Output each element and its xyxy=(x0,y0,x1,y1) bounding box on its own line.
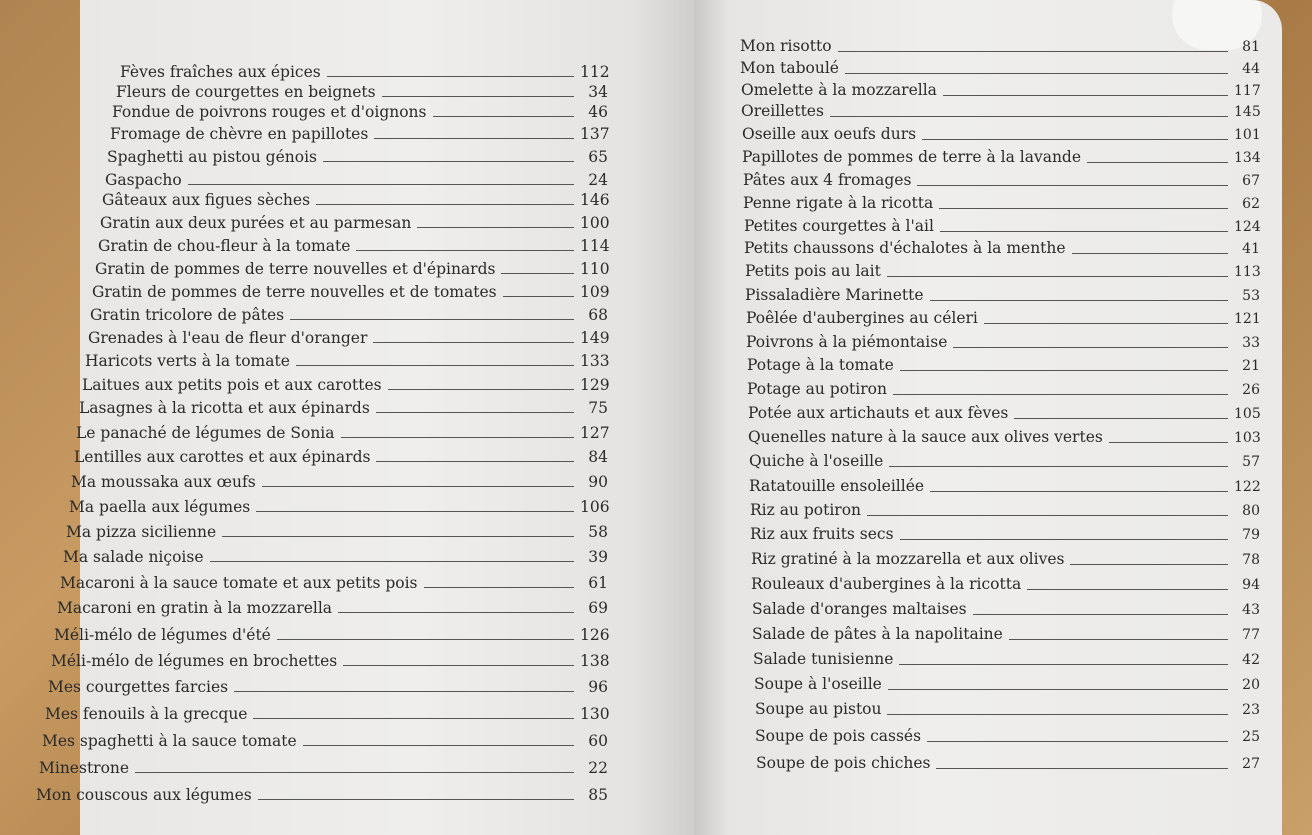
left-page xyxy=(36,0,694,835)
toc-entry xyxy=(741,80,1260,101)
dot-leader xyxy=(940,231,1228,232)
entry-page-number: 41 xyxy=(1242,241,1260,257)
toc-entry xyxy=(88,328,608,348)
entry-page-number: 114 xyxy=(580,237,610,255)
toc-entry xyxy=(748,403,1260,424)
entry-page-number: 80 xyxy=(1242,503,1260,519)
dot-leader xyxy=(887,276,1228,277)
entry-title: Mes courgettes farcies xyxy=(48,678,229,696)
toc-entry xyxy=(63,547,608,567)
entry-page-number: 39 xyxy=(588,548,608,566)
toc-entry xyxy=(71,472,608,492)
entry-title: Soupe au pistou xyxy=(755,700,882,718)
entry-page-number: 138 xyxy=(580,652,610,670)
entry-title: Riz aux fruits secs xyxy=(750,525,894,543)
entry-page-number: 134 xyxy=(1234,150,1261,166)
entry-page-number: 84 xyxy=(588,448,608,466)
dot-leader xyxy=(943,95,1228,96)
entry-title: Papillotes de pommes de terre à la lavande xyxy=(742,148,1082,166)
dot-leader xyxy=(376,461,574,462)
dot-leader xyxy=(382,96,574,97)
toc-entry xyxy=(79,398,608,418)
toc-entry xyxy=(742,124,1260,145)
toc-entry xyxy=(748,427,1260,448)
entry-page-number: 21 xyxy=(1242,358,1260,374)
entry-title: Laitues aux petits pois et aux carottes xyxy=(82,376,382,394)
entry-title: Fleurs de courgettes en beignets xyxy=(116,83,376,101)
dot-leader xyxy=(889,466,1228,467)
dot-leader xyxy=(939,208,1228,209)
entry-title: Petits pois au lait xyxy=(745,262,881,280)
toc-entry xyxy=(751,549,1260,570)
dot-leader xyxy=(210,561,575,562)
entry-title: Quiche à l'oseille xyxy=(749,452,884,470)
entry-title: Fromage de chèvre en papillotes xyxy=(110,125,369,143)
entry-page-number: 145 xyxy=(1234,104,1261,120)
entry-page-number: 78 xyxy=(1242,552,1260,568)
toc-entry xyxy=(57,598,608,618)
entry-page-number: 117 xyxy=(1234,83,1261,99)
dot-leader xyxy=(1070,564,1228,565)
entry-page-number: 33 xyxy=(1242,335,1260,351)
dot-leader xyxy=(356,250,574,251)
entry-page-number: 127 xyxy=(580,424,610,442)
entry-title: Poêlée d'aubergines au céleri xyxy=(746,309,978,327)
entry-page-number: 109 xyxy=(580,283,610,301)
entry-page-number: 133 xyxy=(580,352,610,370)
dot-leader xyxy=(256,511,574,512)
toc-entry xyxy=(39,758,608,778)
dot-leader xyxy=(838,51,1228,52)
entry-page-number: 130 xyxy=(580,705,610,723)
entry-title: Lentilles aux carottes et aux épinards xyxy=(74,448,371,466)
dot-leader xyxy=(1027,589,1228,590)
entry-title: Ratatouille ensoleillée xyxy=(749,477,925,495)
dot-leader xyxy=(930,491,1228,492)
entry-title: Macaroni en gratin à la mozzarella xyxy=(57,599,333,617)
entry-page-number: 24 xyxy=(588,171,608,189)
dot-leader xyxy=(503,296,574,297)
dot-leader xyxy=(417,227,574,228)
entry-title: Méli-mélo de légumes d'été xyxy=(54,626,271,644)
toc-entry xyxy=(102,190,608,210)
dot-leader xyxy=(327,76,574,77)
entry-page-number: 22 xyxy=(588,759,608,777)
dot-leader xyxy=(343,665,574,666)
entry-title: Mes spaghetti à la sauce tomate xyxy=(42,732,297,750)
toc-entry xyxy=(755,726,1260,747)
dot-leader xyxy=(341,437,574,438)
toc-entry xyxy=(751,574,1260,595)
entry-title: Pissaladière Marinette xyxy=(745,286,924,304)
entry-title: Riz gratiné à la mozzarella et aux olives xyxy=(751,550,1065,568)
entry-page-number: 113 xyxy=(1234,264,1261,280)
entry-page-number: 34 xyxy=(588,83,608,101)
entry-page-number: 94 xyxy=(1242,577,1260,593)
dot-leader xyxy=(501,273,574,274)
entry-title: Gratin de pommes de terre nouvelles et d'épinards xyxy=(95,260,496,278)
entry-title: Lasagnes à la ricotta et aux épinards xyxy=(79,399,370,417)
entry-page-number: 26 xyxy=(1242,382,1260,398)
dot-leader xyxy=(888,689,1228,690)
entry-page-number: 65 xyxy=(588,148,608,166)
dot-leader xyxy=(373,342,574,343)
entry-title: Potage à la tomate xyxy=(747,356,894,374)
entry-title: Pâtes aux 4 fromages xyxy=(743,171,912,189)
entry-page-number: 61 xyxy=(588,574,608,592)
dot-leader xyxy=(1072,253,1228,254)
dot-leader xyxy=(900,370,1228,371)
toc-entry xyxy=(51,651,608,671)
entry-title: Méli-mélo de légumes en brochettes xyxy=(51,652,338,670)
entry-page-number: 101 xyxy=(1234,127,1261,143)
entry-title: Gratin tricolore de pâtes xyxy=(90,306,285,324)
dot-leader xyxy=(424,587,575,588)
entry-title: Ma salade niçoise xyxy=(63,548,204,566)
entry-title: Mon taboulé xyxy=(740,59,839,77)
toc-entry xyxy=(74,447,608,467)
toc-entry xyxy=(42,731,608,751)
toc-entry xyxy=(744,238,1260,259)
entry-page-number: 126 xyxy=(580,626,610,644)
dot-leader xyxy=(867,515,1228,516)
dot-leader xyxy=(296,365,574,366)
entry-page-number: 110 xyxy=(580,260,610,278)
dot-leader xyxy=(277,639,574,640)
entry-page-number: 68 xyxy=(588,306,608,324)
entry-page-number: 105 xyxy=(1234,406,1261,422)
entry-page-number: 149 xyxy=(580,329,610,347)
entry-title: Le panaché de légumes de Sonia xyxy=(76,424,335,442)
entry-page-number: 121 xyxy=(1234,311,1261,327)
dot-leader xyxy=(433,116,575,117)
dot-leader xyxy=(1087,162,1228,163)
toc-entry xyxy=(107,147,608,167)
entry-page-number: 44 xyxy=(1242,61,1260,77)
dot-leader xyxy=(1014,418,1228,419)
toc-entry xyxy=(69,497,608,517)
dot-leader xyxy=(1009,639,1228,640)
dot-leader xyxy=(900,539,1228,540)
entry-title: Soupe de pois cassés xyxy=(755,727,922,745)
toc-entry xyxy=(755,699,1260,720)
entry-title: Salade d'oranges maltaises xyxy=(752,600,967,618)
entry-page-number: 60 xyxy=(588,732,608,750)
dot-leader xyxy=(953,347,1228,348)
entry-page-number: 53 xyxy=(1242,288,1260,304)
entry-title: Oseille aux oeufs durs xyxy=(742,125,917,143)
toc-entry xyxy=(740,58,1260,79)
entry-title: Petites courgettes à l'ail xyxy=(744,217,934,235)
dot-leader xyxy=(917,185,1228,186)
entry-page-number: 46 xyxy=(588,103,608,121)
toc-entry xyxy=(743,170,1260,191)
entry-title: Ma pizza sicilienne xyxy=(66,523,217,541)
dot-leader xyxy=(922,139,1228,140)
right-page xyxy=(694,0,1282,835)
dot-leader xyxy=(222,536,574,537)
entry-title: Riz au potiron xyxy=(750,501,862,519)
dot-leader xyxy=(374,138,574,139)
entry-title: Soupe de pois chiches xyxy=(756,754,931,772)
dot-leader xyxy=(973,614,1228,615)
entry-title: Fèves fraîches aux épices xyxy=(120,63,321,81)
entry-page-number: 81 xyxy=(1242,39,1260,55)
entry-page-number: 62 xyxy=(1242,196,1260,212)
toc-entry xyxy=(753,649,1260,670)
toc-entry xyxy=(752,599,1260,620)
entry-page-number: 103 xyxy=(1234,430,1261,446)
toc-entry xyxy=(48,677,608,697)
toc-entry xyxy=(756,753,1260,774)
entry-page-number: 20 xyxy=(1242,677,1260,693)
toc-entry xyxy=(100,213,608,233)
entry-page-number: 57 xyxy=(1242,454,1260,470)
dot-leader xyxy=(188,184,574,185)
entry-page-number: 112 xyxy=(580,63,610,81)
entry-title: Omelette à la mozzarella xyxy=(741,81,937,99)
entry-title: Grenades à l'eau de fleur d'oranger xyxy=(88,329,368,347)
toc-entry xyxy=(740,36,1260,57)
entry-page-number: 137 xyxy=(580,125,610,143)
dot-leader xyxy=(376,412,574,413)
dot-leader xyxy=(899,664,1228,665)
toc-entry xyxy=(85,351,608,371)
toc-entry xyxy=(746,332,1260,353)
entry-title: Quenelles nature à la sauce aux olives vertes xyxy=(748,428,1103,446)
entry-page-number: 96 xyxy=(588,678,608,696)
dot-leader xyxy=(893,394,1228,395)
entry-page-number: 23 xyxy=(1242,702,1260,718)
toc-entry xyxy=(745,261,1260,282)
dot-leader xyxy=(830,116,1228,117)
dot-leader xyxy=(316,204,574,205)
entry-page-number: 27 xyxy=(1242,756,1260,772)
toc-entry xyxy=(742,147,1260,168)
toc-entry xyxy=(110,124,608,144)
toc-entry xyxy=(752,624,1260,645)
entry-page-number: 69 xyxy=(588,599,608,617)
entry-title: Mon couscous aux légumes xyxy=(36,786,252,804)
entry-title: Mes fenouils à la grecque xyxy=(45,705,248,723)
entry-page-number: 67 xyxy=(1242,173,1260,189)
toc-entry xyxy=(76,423,608,443)
dot-leader xyxy=(388,389,574,390)
entry-title: Ma paella aux légumes xyxy=(69,498,251,516)
entry-page-number: 129 xyxy=(580,376,610,394)
entry-page-number: 42 xyxy=(1242,652,1260,668)
entry-title: Oreillettes xyxy=(741,102,824,120)
toc-entry xyxy=(82,375,608,395)
entry-title: Minestrone xyxy=(39,759,130,777)
toc-entry xyxy=(750,524,1260,545)
toc-entry xyxy=(98,236,608,256)
toc-entry xyxy=(45,704,608,724)
toc-entry xyxy=(95,259,608,279)
dot-leader xyxy=(258,799,574,800)
dot-leader xyxy=(887,714,1228,715)
entry-page-number: 124 xyxy=(1234,219,1261,235)
dot-leader xyxy=(936,768,1228,769)
entry-title: Rouleaux d'aubergines à la ricotta xyxy=(751,575,1022,593)
toc-entry xyxy=(749,476,1260,497)
toc-entry xyxy=(112,102,608,122)
entry-title: Salade tunisienne xyxy=(753,650,894,668)
dot-leader xyxy=(262,486,574,487)
toc-entry xyxy=(105,170,608,190)
entry-title: Mon risotto xyxy=(740,37,832,55)
dot-leader xyxy=(1109,442,1228,443)
dot-leader xyxy=(338,612,574,613)
dot-leader xyxy=(135,772,574,773)
entry-title: Macaroni à la sauce tomate et aux petits pois xyxy=(60,574,418,592)
entry-page-number: 77 xyxy=(1242,627,1260,643)
toc-entry xyxy=(92,282,608,302)
entry-title: Penne rigate à la ricotta xyxy=(743,194,934,212)
entry-title: Potée aux artichauts et aux fèves xyxy=(748,404,1009,422)
dot-leader xyxy=(984,323,1228,324)
entry-title: Petits chaussons d'échalotes à la menthe xyxy=(744,239,1066,257)
toc-entry xyxy=(749,451,1260,472)
dot-leader xyxy=(927,741,1228,742)
dot-leader xyxy=(845,73,1228,74)
entry-title: Gaspacho xyxy=(105,171,182,189)
dot-leader xyxy=(323,161,574,162)
entry-title: Gâteaux aux figues sèches xyxy=(102,191,311,209)
entry-page-number: 79 xyxy=(1242,527,1260,543)
toc-entry xyxy=(754,674,1260,695)
toc-entry xyxy=(120,62,608,82)
entry-page-number: 85 xyxy=(588,786,608,804)
toc-entry xyxy=(744,216,1260,237)
entry-title: Gratin de pommes de terre nouvelles et de tomates xyxy=(92,283,497,301)
entry-page-number: 75 xyxy=(588,399,608,417)
toc-entry xyxy=(36,785,608,805)
entry-page-number: 43 xyxy=(1242,602,1260,618)
entry-title: Soupe à l'oseille xyxy=(754,675,882,693)
toc-entry xyxy=(747,379,1260,400)
toc-entry xyxy=(750,500,1260,521)
entry-title: Ma moussaka aux œufs xyxy=(71,473,256,491)
entry-page-number: 58 xyxy=(588,523,608,541)
dot-leader xyxy=(303,745,574,746)
entry-title: Gratin aux deux purées et au parmesan xyxy=(100,214,412,232)
toc-entry xyxy=(66,522,608,542)
entry-page-number: 90 xyxy=(588,473,608,491)
entry-page-number: 122 xyxy=(1234,479,1261,495)
entry-page-number: 146 xyxy=(580,191,610,209)
entry-page-number: 25 xyxy=(1242,729,1260,745)
dot-leader xyxy=(930,300,1228,301)
dot-leader xyxy=(290,319,574,320)
dot-leader xyxy=(234,691,574,692)
entry-page-number: 100 xyxy=(580,214,610,232)
entry-title: Potage au potiron xyxy=(747,380,887,398)
toc-entry xyxy=(60,573,608,593)
entry-title: Spaghetti au pistou génois xyxy=(107,148,317,166)
entry-title: Fondue de poivrons rouges et d'oignons xyxy=(112,103,427,121)
toc-entry xyxy=(747,355,1260,376)
entry-page-number: 106 xyxy=(580,498,610,516)
toc-entry xyxy=(745,285,1260,306)
entry-title: Poivrons à la piémontaise xyxy=(746,333,948,351)
entry-title: Gratin de chou-fleur à la tomate xyxy=(98,237,351,255)
dot-leader xyxy=(253,718,574,719)
toc-entry xyxy=(743,193,1260,214)
toc-entry xyxy=(741,101,1260,122)
entry-title: Salade de pâtes à la napolitaine xyxy=(752,625,1003,643)
entry-title: Haricots verts à la tomate xyxy=(85,352,290,370)
toc-entry xyxy=(746,308,1260,329)
toc-entry xyxy=(90,305,608,325)
toc-entry xyxy=(116,82,608,102)
toc-entry xyxy=(54,625,608,645)
